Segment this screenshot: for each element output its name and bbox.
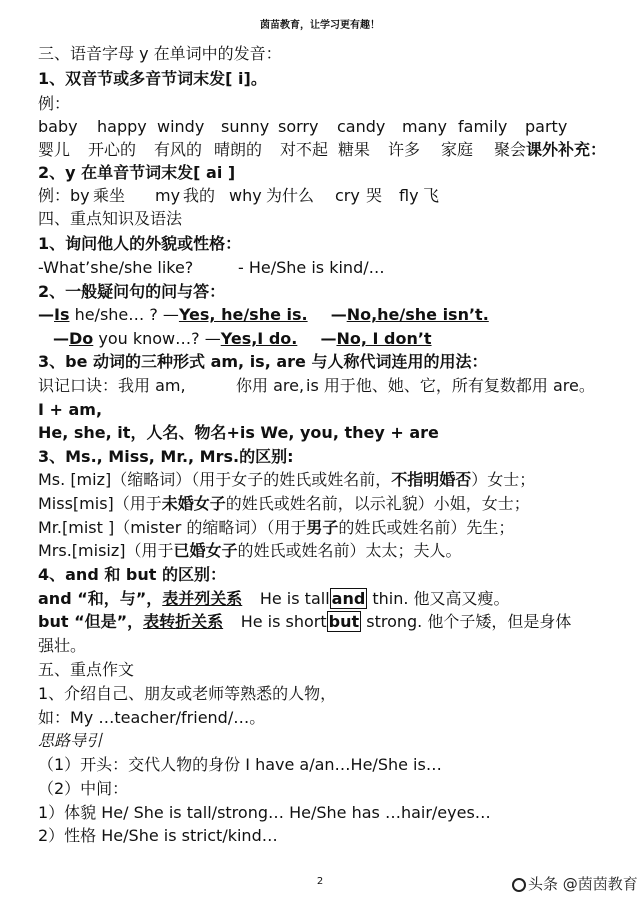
meaning: 开心的 bbox=[88, 140, 137, 159]
point-1: 1、询问他人的外貌或性格： bbox=[38, 234, 242, 253]
example-sentence: strong. 他个子矮，但是身体 bbox=[361, 612, 572, 631]
meaning: 聚会 bbox=[494, 140, 527, 159]
keyword: Do bbox=[69, 329, 94, 348]
example-word: fly bbox=[399, 186, 419, 205]
word: candy bbox=[337, 117, 386, 136]
extra-note: 课外补充： bbox=[526, 140, 607, 159]
watermark bbox=[510, 873, 638, 894]
relation: 表并列关系 bbox=[162, 589, 243, 608]
word: happy bbox=[97, 117, 147, 136]
answer: - He/She is kind/… bbox=[238, 258, 385, 277]
word: sorry bbox=[278, 117, 319, 136]
word: windy bbox=[157, 117, 205, 136]
def-text: Mrs.[misiz]（用于 bbox=[38, 541, 174, 560]
example-meaning: 飞 bbox=[423, 186, 440, 205]
and-meaning: and “和，与”， bbox=[38, 589, 163, 608]
example-word: cry bbox=[335, 186, 360, 205]
but-meaning: but “但是”， bbox=[38, 612, 144, 631]
but-line bbox=[38, 612, 571, 632]
rule-1: 1、双音节或多音节词末发[ i]。 bbox=[38, 69, 267, 88]
meaning: 许多 bbox=[388, 140, 421, 159]
def-text: 的姓氏或姓名前）太太；夫人。 bbox=[237, 541, 462, 560]
mnemonic-part: is 用于他、她、它，所有复数都用 are。 bbox=[306, 376, 595, 395]
point-3: 3、be 动词的三种形式 am, is, are 与人称代词连用的用法： bbox=[38, 352, 488, 371]
watermark-text: 头条 @茵茵教育 bbox=[528, 875, 638, 893]
page-header: 茵苗教育，让学习更有趣！ bbox=[260, 20, 380, 31]
meaning: 糖果 bbox=[338, 140, 371, 159]
meaning: 晴朗的 bbox=[214, 140, 263, 159]
example-sentence: thin. 他又高又瘦。 bbox=[367, 589, 510, 608]
dash: — bbox=[53, 329, 69, 348]
rule-am: I + am, bbox=[38, 400, 103, 419]
dash: — bbox=[330, 305, 347, 324]
mnemonic-part: 识记口诀：我用 am, bbox=[38, 376, 186, 395]
example-meaning: 我的 bbox=[183, 186, 216, 205]
watermark-logo-icon bbox=[512, 878, 526, 892]
example-label: 例： bbox=[38, 94, 71, 113]
def-text: Ms. [miz]（缩略词）（用于女子的姓氏或姓名前， bbox=[38, 470, 392, 489]
point-2: 2、一般疑问句的问与答： bbox=[38, 282, 226, 301]
def-mrs bbox=[38, 541, 462, 561]
meaning: 婴儿 bbox=[38, 140, 71, 159]
def-text: Miss[mis]（用于 bbox=[38, 494, 162, 513]
guide-character: 2）性格 He/She is strict/kind… bbox=[38, 826, 278, 845]
meaning: 有风的 bbox=[154, 140, 203, 159]
page-number: 2 bbox=[316, 876, 324, 887]
example-word: why bbox=[229, 186, 262, 205]
essay-example: 如：My …teacher/friend/…。 bbox=[38, 708, 266, 727]
qa-line-1 bbox=[38, 305, 489, 325]
question: -What’she/she like? bbox=[38, 258, 194, 277]
heading-3: 三、语音字母 y 在单词中的发音： bbox=[38, 44, 282, 63]
example-word: my bbox=[155, 186, 181, 205]
word: many bbox=[402, 117, 447, 136]
conjunction: but bbox=[328, 612, 360, 631]
qa-line-2 bbox=[53, 329, 432, 349]
example-sentence: He is tall bbox=[259, 589, 330, 608]
guide-title: 思路导引 bbox=[38, 731, 103, 750]
mnemonic-part: 你用 are, bbox=[236, 376, 305, 395]
def-miss bbox=[38, 494, 530, 514]
heading-4: 四、重点知识及语法 bbox=[38, 209, 183, 228]
meaning: 对不起 bbox=[280, 140, 329, 159]
example-sentence: He is short bbox=[240, 612, 327, 631]
guide-appearance: 1）体貌 He/ She is tall/strong… He/She has …hair/eyes… bbox=[38, 803, 491, 822]
dash: — bbox=[38, 305, 54, 324]
yes-answer: Yes,I do. bbox=[220, 329, 298, 348]
but-line-cont: 强壮。 bbox=[38, 636, 87, 655]
def-text: 的姓氏或姓名前，以示礼貌）小姐，女士； bbox=[225, 494, 530, 513]
and-line bbox=[38, 589, 510, 609]
word: family bbox=[458, 117, 508, 136]
question-text: you know…? — bbox=[93, 329, 221, 348]
essay-1: 1、介绍自己、朋友或老师等熟悉的人物， bbox=[38, 684, 337, 703]
no-answer: No,he/she isn’t. bbox=[346, 305, 489, 324]
relation: 表转折关系 bbox=[143, 612, 224, 631]
word: sunny bbox=[221, 117, 270, 136]
def-key: 已婚女子 bbox=[173, 541, 238, 560]
guide-2: （2）中间： bbox=[38, 779, 129, 798]
def-text: Mr.[mist ]（mister 的缩略词）（用于 bbox=[38, 518, 307, 537]
example-word: 例：by bbox=[38, 186, 90, 205]
meaning: 家庭 bbox=[441, 140, 474, 159]
word: party bbox=[525, 117, 568, 136]
guide-1: （1）开头：交代人物的身份 I have a/an…He/She is… bbox=[38, 755, 442, 774]
example-meaning: 哭 bbox=[366, 186, 383, 205]
dash: — bbox=[320, 329, 337, 348]
example-meaning: 为什么 bbox=[266, 186, 315, 205]
question-text: he/she… ? — bbox=[69, 305, 179, 324]
example-meaning: 乘坐 bbox=[93, 186, 126, 205]
point-4: 4、and 和 but 的区别： bbox=[38, 565, 226, 584]
heading-5: 五、重点作文 bbox=[38, 660, 135, 679]
def-mr bbox=[38, 518, 514, 538]
word: baby bbox=[38, 117, 78, 136]
def-key: 男子 bbox=[306, 518, 339, 537]
def-key: 未婚女子 bbox=[161, 494, 226, 513]
conjunction: and bbox=[331, 589, 366, 608]
def-ms bbox=[38, 470, 535, 490]
def-text: 的姓氏或姓名前）先生； bbox=[338, 518, 515, 537]
def-key: 不指明婚否 bbox=[391, 470, 472, 489]
rule-2: 2、y 在单音节词末发[ ai ] bbox=[38, 163, 236, 182]
keyword: Is bbox=[54, 305, 70, 324]
point-3b: 3、Ms., Miss, Mr., Mrs.的区别: bbox=[38, 447, 294, 466]
rule-is-are: He, she, it，人名、物名+is We, you, they + are bbox=[38, 423, 439, 442]
no-answer: No, I don’t bbox=[336, 329, 432, 348]
yes-answer: Yes, he/she is. bbox=[178, 305, 308, 324]
def-text: ）女士； bbox=[471, 470, 536, 489]
